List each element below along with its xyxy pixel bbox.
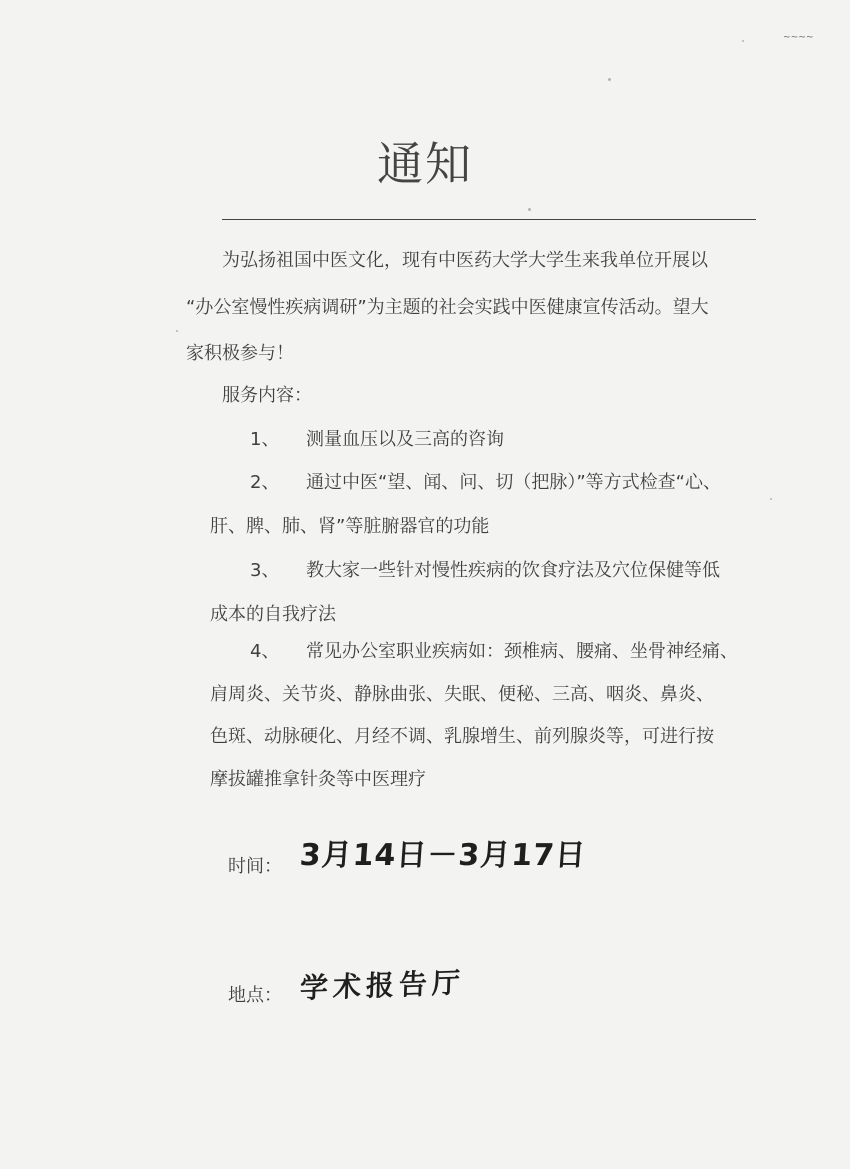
time-handwritten-value: 3月14日－3月17日 <box>298 838 588 873</box>
service-item-1 <box>250 428 504 452</box>
notice-title: 通知 <box>377 137 473 191</box>
service-item-2-cont: 肝、脾、肺、肾”等脏腑器官的功能 <box>210 516 490 537</box>
services-heading: 服务内容： <box>222 385 312 406</box>
intro-line-1: 为弘扬祖国中医文化，现有中医药大学大学生来我单位开展以 <box>222 250 708 271</box>
service-item-3-cont: 成本的自我疗法 <box>210 604 336 625</box>
intro-line-3: 家积极参与！ <box>186 343 294 364</box>
service-item-number: 1、 <box>250 429 280 450</box>
service-item-text: 通过中医“望、闻、问、切（把脉）”等方式检查“心、 <box>306 472 721 493</box>
service-item-number: 4、 <box>250 641 280 662</box>
place-handwritten-value: 学术报告厅 <box>299 966 466 1005</box>
service-item-3 <box>250 559 720 583</box>
service-item-4-cont-2: 色斑、动脉硬化、月经不调、乳腺增生、前列腺炎等，可进行按 <box>210 726 714 747</box>
service-item-number: 2、 <box>250 472 280 493</box>
service-item-2 <box>250 471 721 495</box>
service-item-4-cont-3: 摩拔罐推拿针灸等中医理疗 <box>210 769 426 790</box>
time-label: 时间： <box>228 856 282 877</box>
title-divider <box>222 219 756 220</box>
service-item-4 <box>250 640 738 664</box>
intro-line-2: “办公室慢性疾病调研”为主题的社会实践中医健康宣传活动。望大 <box>186 297 709 318</box>
corner-stamp-mark: ~~~~ <box>783 30 814 43</box>
service-item-number: 3、 <box>250 560 280 581</box>
service-item-text: 常见办公室职业疾病如：颈椎病、腰痛、坐骨神经痛、 <box>306 641 738 662</box>
place-label: 地点： <box>228 985 282 1006</box>
service-item-4-cont-1: 肩周炎、关节炎、静脉曲张、失眠、便秘、三高、咽炎、鼻炎、 <box>210 684 714 705</box>
service-item-text: 测量血压以及三高的咨询 <box>306 429 504 450</box>
service-item-text: 教大家一些针对慢性疾病的饮食疗法及穴位保健等低 <box>306 560 720 581</box>
